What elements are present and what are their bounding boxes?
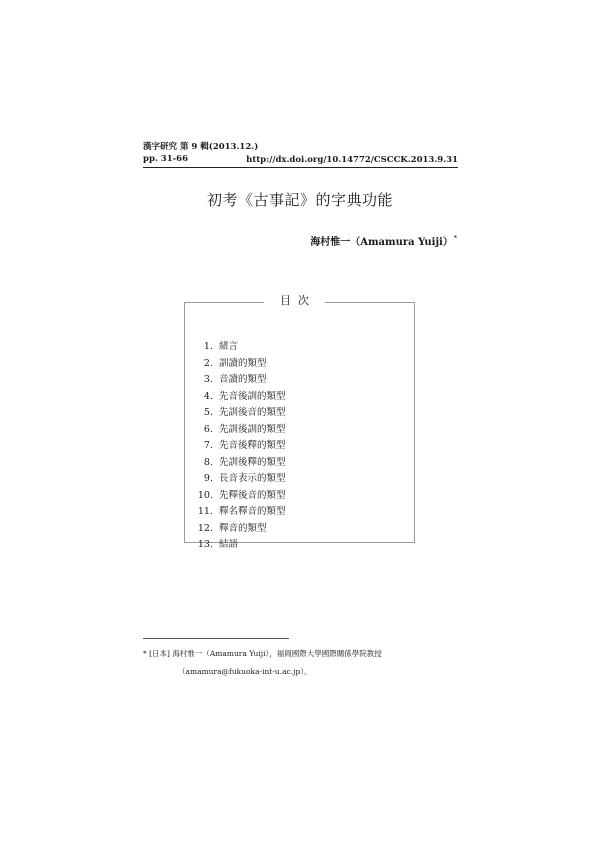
toc-item-label: 先訓後釋的類型 [219,456,286,468]
toc-item-label: 釋音的類型 [219,522,267,534]
toc-item[interactable] [186,521,406,538]
toc-item-number: 11. [197,506,213,517]
toc-item[interactable] [186,372,406,389]
toc-top-rule-left [184,302,264,303]
toc-item-number: 12. [197,522,213,534]
paper-title: 初考《古事記》的字典功能 [206,191,393,209]
doi-link[interactable]: http://dx.doi.org/10.14772/CSCCK.2013.9.31 [246,155,458,165]
toc-item-number: 8. [203,456,213,468]
toc-item[interactable] [186,455,406,472]
toc-top-rule-right [325,302,415,303]
toc-item-label: 緒言 [219,341,239,352]
author-line [310,233,457,248]
toc-item-number: 4. [203,390,213,402]
author-name: 海村惟一（Amamura Yuiji） [310,237,453,248]
toc-item-number: 3. [203,374,213,385]
toc-item-label: 長音表示的類型 [219,473,286,484]
footnote-email: （amamura@fukuoka-int-u.ac.jp）。 [178,667,312,676]
author-footnote-mark[interactable]: * [453,235,457,242]
toc-item-number: 10. [197,489,213,501]
toc-item-label: 結語 [219,539,239,550]
toc-item[interactable] [186,389,406,406]
toc-item-number: 1. [203,341,213,352]
toc-heading: 目次 [280,294,316,307]
journal-issue: 漢字研究 第 9 輯(2013.12.) [143,142,259,152]
toc-item-label: 音讀的類型 [219,374,267,385]
toc-item-label: 訓讀的類型 [219,357,267,369]
toc-item-label: 先訓後音的類型 [219,407,286,418]
toc-item-label: 釋名釋音的類型 [219,506,286,517]
toc-item[interactable] [186,339,406,356]
toc-item[interactable] [186,471,406,488]
header-rule [143,167,458,168]
toc-item-number: 9. [203,473,213,484]
toc-item[interactable] [186,537,406,554]
toc-item-label: 先釋後音的類型 [219,489,286,501]
toc-item-number: 6. [203,423,213,435]
toc-list [186,339,406,554]
page-range: pp. 31-66 [143,154,188,164]
toc-item[interactable] [186,356,406,373]
toc-item-number: 7. [203,440,213,451]
toc-item-label: 先音後釋的類型 [219,440,286,451]
toc-item[interactable] [186,438,406,455]
toc-item[interactable] [186,405,406,422]
toc-item-label: 先音後訓的類型 [219,390,286,402]
toc-item-number: 5. [203,407,213,418]
toc-item[interactable] [186,488,406,505]
footnote-rule [143,638,289,639]
footnote-author: * [日本] 海村惟一（Amamura Yuiji），福岡國際大學國際關係學院教授 [143,649,382,658]
toc-item-number: 13. [197,539,213,550]
toc-item[interactable] [186,504,406,521]
toc-item[interactable] [186,422,406,439]
toc-item-label: 先訓後訓的類型 [219,423,286,435]
toc-item-number: 2. [203,357,213,369]
